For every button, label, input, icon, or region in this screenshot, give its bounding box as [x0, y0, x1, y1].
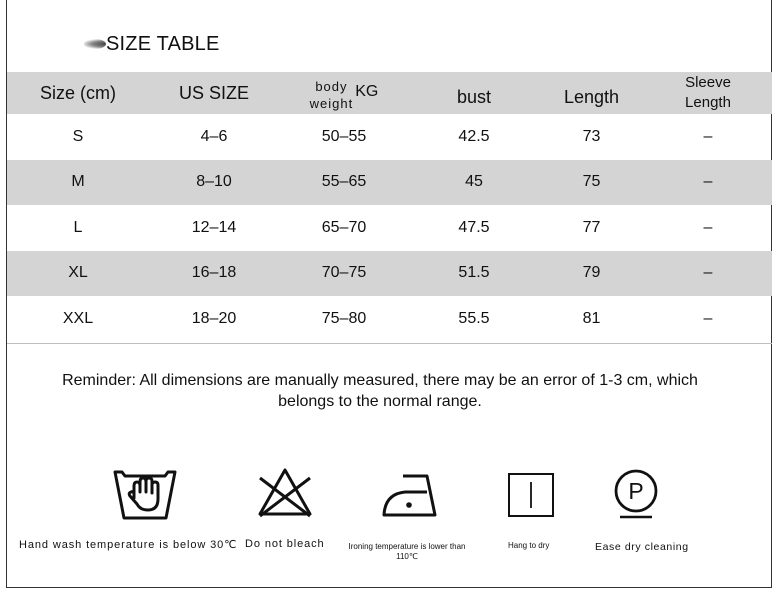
cell-sleeve: – [703, 264, 713, 282]
header-kg: KG [355, 82, 379, 100]
header-sleeve-top: Sleeve [685, 74, 731, 91]
table-row [7, 251, 772, 297]
header-length: Length [563, 86, 620, 107]
cell-length: 77 [582, 218, 601, 236]
table-row [7, 160, 772, 206]
cell-bust: 45 [465, 173, 483, 191]
header-sleeve-bottom: Length [685, 94, 731, 111]
header-bust: bust [456, 86, 492, 107]
table-row [7, 205, 772, 251]
cell-bust: 42.5 [458, 127, 490, 145]
dry-clean-label: Ease dry cleaning [595, 541, 689, 553]
header-us-size: US SIZE [178, 82, 249, 103]
cell-length: 81 [582, 309, 601, 327]
cell-us-size: 18–20 [191, 309, 237, 327]
cell-size: L [73, 218, 83, 236]
table-row [7, 114, 772, 160]
brush-stroke-decoration [84, 39, 106, 49]
hang-dry-label: Hang to dry [508, 541, 550, 550]
iron-icon [381, 472, 439, 518]
reminder-line-2: belongs to the normal range. [278, 393, 482, 410]
cell-us-size: 16–18 [191, 264, 237, 282]
ironing-label-line-2: 110℃ [396, 552, 418, 561]
cell-us-size: 4–6 [200, 127, 228, 145]
cell-us-size: 12–14 [191, 218, 237, 236]
no-bleach-icon [256, 466, 314, 518]
cell-size: S [72, 127, 84, 145]
table-row [7, 296, 772, 342]
hang-dry-icon [507, 472, 555, 518]
header-size: Size (cm) [40, 82, 116, 103]
hand-wash-label: Hand wash temperature is below 30℃ [19, 539, 238, 551]
table-header-row [7, 72, 772, 114]
reminder-text [20, 370, 740, 412]
cell-bust: 55.5 [458, 309, 490, 327]
ironing-label-line-1: Ironing temperature is lower than [348, 542, 466, 551]
title-area [84, 30, 220, 58]
cell-sleeve: – [703, 127, 713, 145]
header-body-weight-top: body [315, 78, 348, 94]
dry-clean-icon [610, 468, 662, 520]
cell-length: 75 [582, 173, 601, 191]
header-sleeve-length [644, 73, 772, 113]
svg-text:P: P [628, 478, 644, 504]
reminder-line-1: Reminder: All dimensions are manually measured, there may be an error of 1-3 cm, which [62, 372, 698, 389]
cell-length: 73 [582, 127, 601, 145]
cell-size: M [71, 173, 85, 191]
cell-sleeve: – [703, 309, 713, 327]
header-body-weight-bottom: weight [309, 95, 354, 111]
cell-sleeve: – [703, 173, 713, 191]
hand-wash-icon [112, 466, 178, 522]
cell-size: XL [68, 264, 88, 282]
cell-us-size: 8–10 [196, 173, 232, 191]
cell-bust: 51.5 [458, 264, 490, 282]
section-divider [7, 343, 772, 344]
cell-weight: 55–65 [321, 173, 367, 191]
cell-weight: 75–80 [321, 309, 367, 327]
page-title: SIZE TABLE [106, 32, 220, 55]
cell-weight: 50–55 [321, 127, 367, 145]
cell-weight: 65–70 [321, 218, 367, 236]
cell-sleeve: – [703, 218, 713, 236]
cell-size: XXL [62, 309, 94, 327]
no-bleach-label: Do not bleach [245, 538, 325, 550]
cell-length: 79 [582, 264, 601, 282]
cell-weight: 70–75 [321, 264, 367, 282]
header-body-weight [279, 75, 409, 112]
ironing-label [340, 542, 474, 562]
size-table [7, 72, 772, 342]
cell-bust: 47.5 [458, 218, 490, 236]
